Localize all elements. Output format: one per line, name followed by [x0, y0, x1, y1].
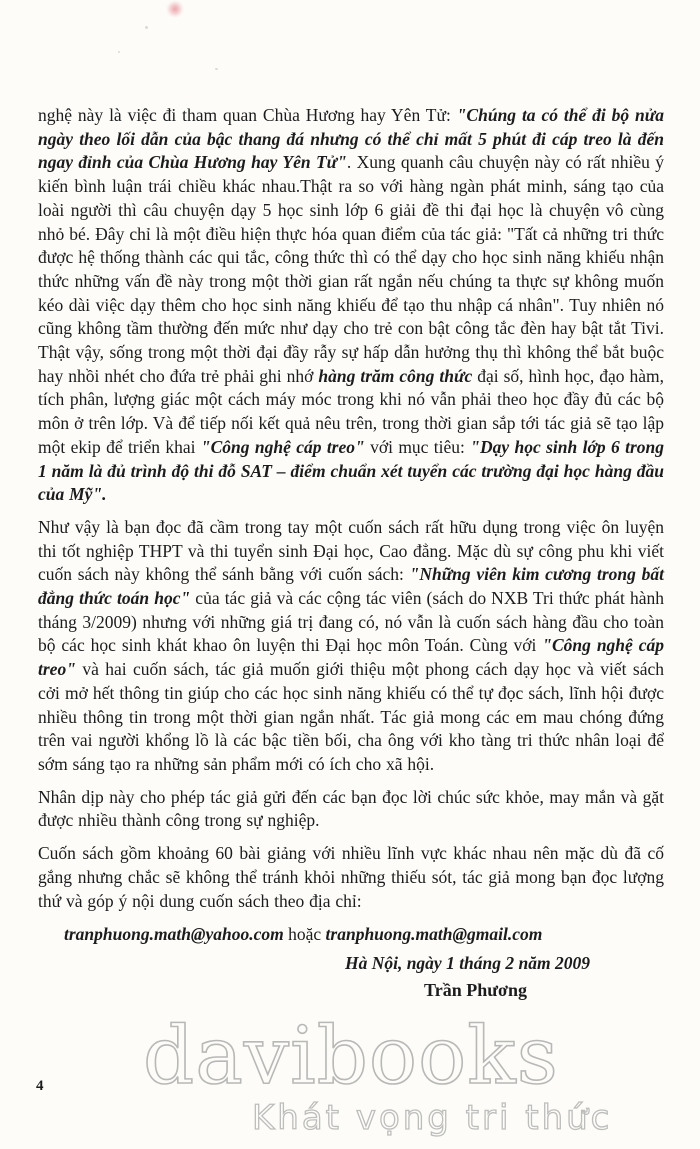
text-segment: và hai cuốn sách, tác giả muốn giới thiệu một phong cách dạy học và viết sách cởi mở hết thông tin giúp cho các học sinh năng khiếu có thể tự đọc sách, lĩnh hội được nhiều thông tin trong một thời gian ngắn nhất. Tác giả mong các em mau chóng đứng trên vai người khổng lồ là các bậc tiền bối, cha ông với kho tàng tri thức nhân loại để sớm sáng tạo ra những sản phẩm mới có ích cho xã hội. [38, 659, 664, 774]
scan-artifact [145, 26, 148, 29]
date-place-line: Hà Nội, ngày 1 tháng 2 năm 2009 [344, 953, 590, 974]
text-segment: . Xung quanh câu chuyện này có rất nhiều ý kiến bình luận trái chiều khác nhau.Thật ra so với hàng ngàn phát minh, sáng tạo của loài người thì câu chuyện dạy 5 học sinh lớp 6 giải đề thi đại học là chuyện vô cùng nhỏ bé. Đây chỉ là một điều hiện thực hóa quan điểm của tác giả: "Tất cả những tri thức được hệ thống thành các qui tắc, công thức thì có thể dạy cho học sinh năng khiếu nhận thức những vấn đề này trong một thời gian rất ngắn nếu chúng ta thực sự không muốn kéo dài việc dạy thêm cho học sinh năng khiếu để tạo thu nhập cá nhân". Tuy nhiên nó cũng không tầm thường đến mức như dạy cho trẻ con bật công tắc đèn hay bật tắt Tivi. Thật vậy, sống trong một thời đại đầy rẫy sự hấp dẫn hưởng thụ thì không thể bắt buộc hay nhồi nhét cho đứa trẻ phải ghi nhớ [38, 152, 664, 386]
text-segment: "Những viên kim cương trong bất đẳng thức toán học" [38, 564, 664, 609]
watermark-slogan: Khát vọng tri thức [252, 1098, 613, 1138]
davibooks-watermark: davibooks [143, 1009, 559, 1102]
text-segment: với mục tiêu: [364, 436, 471, 457]
text-segment: tranphuong.math@gmail.com [325, 924, 543, 945]
text-segment: "Dạy học sinh lớp 6 trong 1 năm là đủ trình độ thi đỗ SAT – điểm chuẩn xét tuyển các trường đại học hàng đầu của Mỹ". [38, 436, 664, 505]
text-segment: "Công nghệ cáp treo" [200, 436, 365, 457]
author-signature: Trần Phương [424, 980, 527, 1001]
text-segment: Cuốn sách gồm khoảng 60 bài giảng với nhiều lĩnh vực khác nhau nên mặc dù đã cố gắng nhưng chắc sẽ không thể tránh khỏi những thiếu sót, tác giả mong bạn đọc lượng thứ và góp ý nội dung cuốn sách theo địa chỉ: [38, 843, 664, 911]
body-text-block [38, 104, 664, 1001]
text-segment: hoặc [283, 924, 326, 945]
page-number: 4 [36, 1078, 44, 1094]
paragraph [38, 842, 664, 913]
text-segment: hàng trăm công thức [318, 365, 473, 386]
scan-artifact [215, 68, 218, 70]
text-segment: tranphuong.math@yahoo.com [64, 924, 284, 945]
text-segment: đại số, hình học, đạo hàm, tích phân, lượng giác một cách máy móc trong khi nó vẫn phải theo học đầy đủ các bộ môn ở trên lớp. Và để tiếp nối kết quả nêu trên, trong thời gian sắp tới tác giả sẽ tạo lập một ekip để triển khai [38, 365, 664, 457]
paragraph [38, 516, 664, 777]
text-segment: Như vậy là bạn đọc đã cầm trong tay một cuốn sách rất hữu dụng trong việc ôn luyện thi tốt nghiệp THPT và thi tuyển sinh Đại học, Cao đẳng. Mặc dù sự công phu khi viết cuốn sách này không thể sánh bằng với cuốn sách: [38, 516, 664, 585]
text-segment: Nhân dịp này cho phép tác giả gửi đến các bạn đọc lời chúc sức khỏe, may mắn và gặt được nhiều thành công trong sự nghiệp. [38, 786, 664, 831]
contact-emails [38, 922, 664, 946]
paragraph [38, 786, 664, 833]
paragraph [38, 104, 664, 507]
text-segment: "Công nghệ cáp treo" [38, 635, 664, 680]
red-ink-smudge [166, 1, 184, 17]
text-segment: nghệ này là việc đi tham quan Chùa Hương hay Yên Tử: [38, 105, 457, 125]
scan-artifact [118, 51, 120, 53]
text-segment: "Chúng ta có thể đi bộ nửa ngày theo lối dẫn của bậc thang đá nhưng có thể chỉ mất 5 phút đi cáp treo là đến ngay đỉnh của Chùa Hương hay Yên Tử" [38, 105, 664, 173]
text-segment: của tác giả và các cộng tác viên (sách do NXB Tri thức phát hành tháng 3/2009) nhưng với những giá trị đang có, nó vẫn là cuốn sách hàng đầu cho toàn bộ các học sinh khát khao ôn luyện thi Đại học môn Toán. Cùng với [38, 588, 664, 656]
